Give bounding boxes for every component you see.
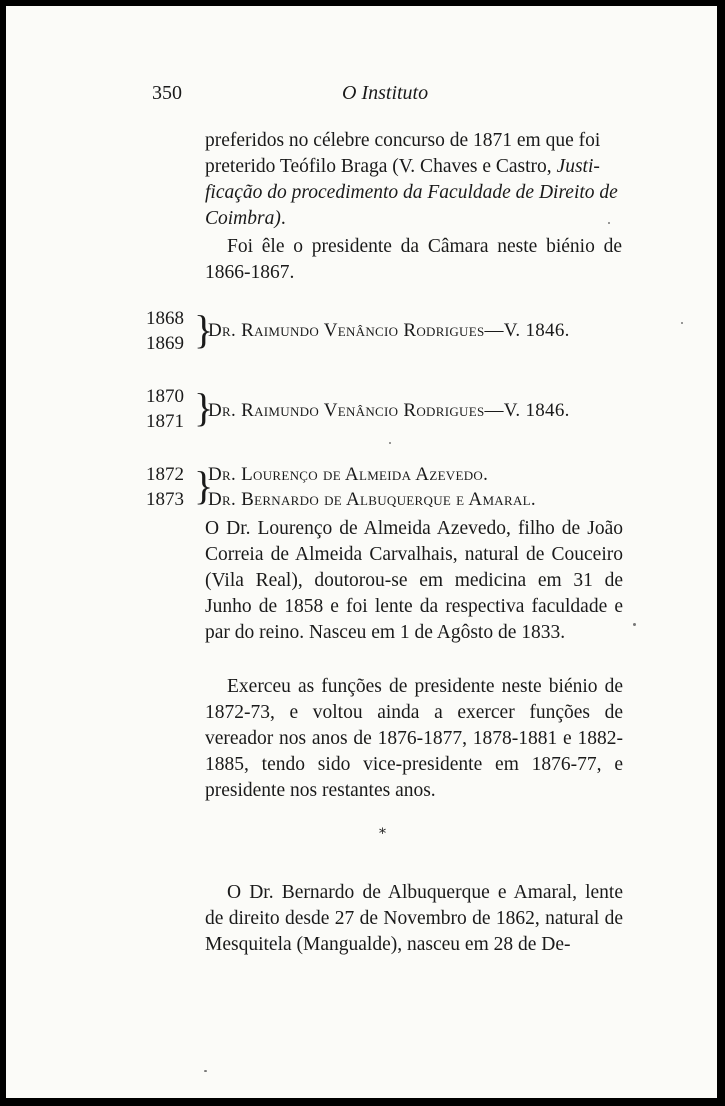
paragraph-preferidos: [205, 128, 622, 232]
entry-person: Bernardo de Albuquerque e Amaral.: [241, 489, 536, 510]
year-start: 1872: [146, 464, 184, 485]
entry-years: [146, 306, 184, 356]
entry-name: [208, 320, 570, 342]
entry-prefix: Dr.: [208, 320, 237, 341]
scan-speck: [681, 322, 683, 324]
page-header: [152, 80, 622, 110]
scan-speck: [204, 1070, 207, 1072]
paragraph-presidente-1866: Foi êle o presidente da Câmara neste biénio de 1866-1867.: [205, 236, 622, 283]
p1-line4-italic: Coimbra): [205, 208, 281, 229]
p1-line4-text: .: [280, 208, 286, 229]
entry-suffix: —V. 1846.: [484, 400, 570, 421]
year-end: 1871: [146, 411, 184, 432]
p1-line3: ficação do procedimento da Faculdade de Direito de: [205, 182, 618, 203]
paragraph-funcoes: Exerceu as funções de presidente neste biénio de 1872-73, e voltou ainda a exercer funções de vereador nos anos de 1876-1877, 1878-1881 e 1882-1885, tendo sido vice-presidente em 1876-77, e presidente nos restantes anos.: [205, 676, 623, 801]
entry-person: Raimundo Venâncio Rodrigues: [241, 400, 485, 421]
book-page: [6, 6, 717, 1098]
entry-1872-1873: [146, 462, 626, 514]
brace-icon: }: [194, 463, 214, 508]
entry-years: [146, 462, 184, 512]
p1-line2-italic: Justi-: [556, 156, 600, 177]
section-separator: *: [379, 826, 386, 842]
entry-person: Lourenço de Almeida Azevedo.: [241, 464, 489, 485]
year-start: 1870: [146, 386, 184, 407]
scan-speck: [633, 623, 636, 626]
entry-name-1: [208, 464, 488, 486]
p1-line4: [205, 206, 622, 232]
entry-years: [146, 384, 184, 434]
year-end: 1869: [146, 333, 184, 354]
page-number: 350: [152, 82, 182, 104]
entry-name: [208, 400, 570, 422]
entry-1870-1871: [146, 384, 626, 436]
paragraph-bernardo: O Dr. Bernardo de Albuquerque e Amaral, lente de direito desde 27 de Novembro de 1862, natural de Mesquitela (Mangualde), nasceu em 28 de De-: [205, 882, 623, 955]
year-start: 1868: [146, 308, 184, 329]
brace-icon: }: [194, 385, 214, 430]
entry-suffix: —V. 1846.: [484, 320, 570, 341]
entry-1868-1869: [146, 306, 626, 358]
p1-line1: preferidos no célebre concurso de 1871 em que foi: [205, 130, 601, 151]
entry-person: Raimundo Venâncio Rodrigues: [241, 320, 485, 341]
year-end: 1873: [146, 489, 184, 510]
brace-icon: }: [194, 307, 214, 352]
p1-line2: [205, 154, 622, 180]
running-title: O Instituto: [342, 82, 429, 104]
scan-speck: [389, 442, 391, 444]
paragraph-lourenco: O Dr. Lourenço de Almeida Azevedo, filho de João Correia de Almeida Carvalhais, natural de Couceiro (Vila Real), doutorou-se em medicina em 31 de Junho de 1858 e foi lente da respectiva faculdade e par do reino. Nasceu em 1 de Agôsto de 1833.: [205, 518, 623, 643]
entry-prefix: Dr.: [208, 464, 237, 485]
p1-line2-text: preterido Teófilo Braga (V. Chaves e Castro,: [205, 156, 557, 177]
entry-prefix: Dr.: [208, 400, 237, 421]
entry-name-2: [208, 489, 536, 511]
entry-prefix: Dr.: [208, 489, 237, 510]
scan-speck: [608, 222, 610, 224]
